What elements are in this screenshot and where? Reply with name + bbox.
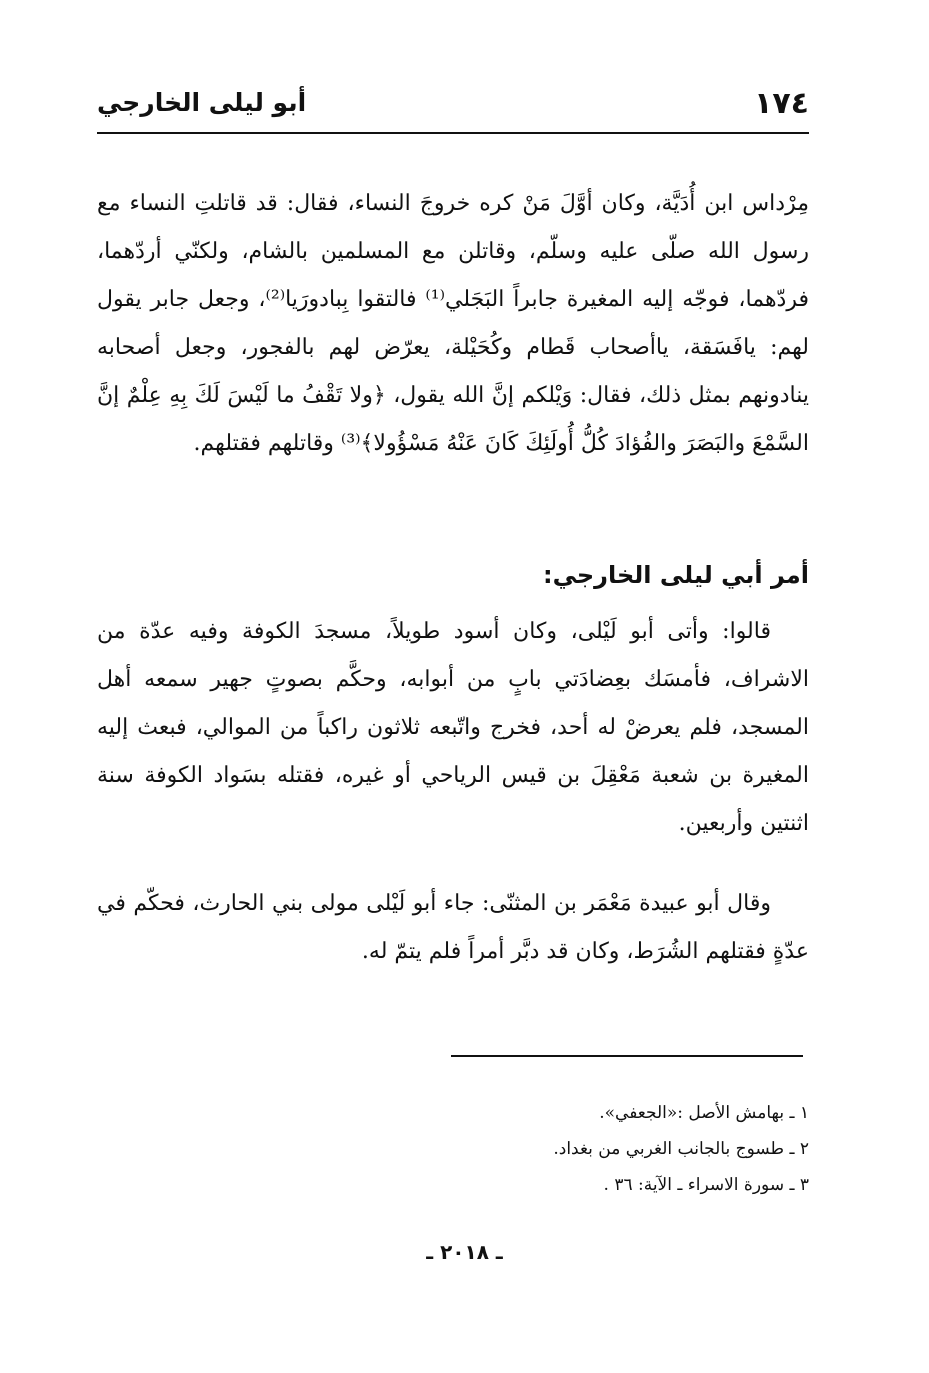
body-paragraph-3 [97,880,809,976]
page-number: ١٧٤ [754,86,809,121]
footnote-2: ٢ ـ طسوج بالجانب الغربي من بغداد. [553,1139,809,1159]
paragraph-text: قالوا: وأتى أبو لَيْلى، وكان أسود طويلاً، مسجدَ الكوفة وفيه عدّة من الاشراف، فأمسَك بعِضادَتي بابٍ من أبوابه، وحكَّم بصوتٍ جهير سمعه أهل المسجد، فلم يعرضْ له أحد، فخرج واتّبعه ثلاثون راكباً من الموالي، فبعث إليه المغيرة بن شعبة مَعْقِلَ بن قيس الرياحي أو غيره، فقتله بسَواد الكوفة سنة اثنتين وأربعين. [97,619,809,836]
page-header [97,86,809,134]
paragraph-text: مِرْداس ابن أُدَيَّة، وكان أوَّلَ مَنْ كره خروجَ النساء، فقال: قد قاتلتِ النساء مع رسول الله صلّى عليه وسلّم، وقاتلن مع المسلمين بالشام، ولكنّي أردّهما، فردّهما، فوجّه إليه المغيرة جابراً البَجَلي⁽¹⁾ فالتقوا بِبادورَيا⁽²⁾، وجعل جابر يقول لهم: يافَسَقة، ياأصحاب قَطام وكُحَيْلة، يعرّض لهم بالفجور، وجعل أصحابه ينادونهم بمثل ذلك، فقال: وَيْلكم إنَّ الله يقول، ﴿ولا تَقْفُ ما لَيْسَ لَكَ بِهِ عِلْمٌ إنَّ السَّمْعَ والبَصَرَ والفُؤادَ كُلُّ أُولَئِكَ كَانَ عَنْهُ مَسْؤُولا﴾⁽³⁾ وقاتلهم فقتلهم. [97,191,810,456]
body-paragraph-1 [97,180,809,468]
footnote-1: ١ ـ بهامش الأصل :«الجعفي». [599,1103,809,1123]
footnote-3: ٣ ـ سورة الاسراء ـ الآية: ٣٦ . [603,1175,809,1195]
footnotes [97,1095,809,1203]
section-heading: أمر أبي ليلى الخارجي: [542,561,809,589]
folio-number: ـ ٢٠١٨ ـ [426,1240,503,1264]
paragraph-text: وقال أبو عبيدة مَعْمَر بن المثنّى: جاء أبو لَيْلى مولى بني الحارث، فحكّم في عدّةٍ فقتلهم الشُرَط، وكان قد دبَّر أمراً فلم يتمّ له. [97,891,809,964]
running-title: أبو ليلى الخارجي [97,88,307,117]
body-paragraph-2 [97,608,809,848]
footnote-divider [451,1055,803,1057]
